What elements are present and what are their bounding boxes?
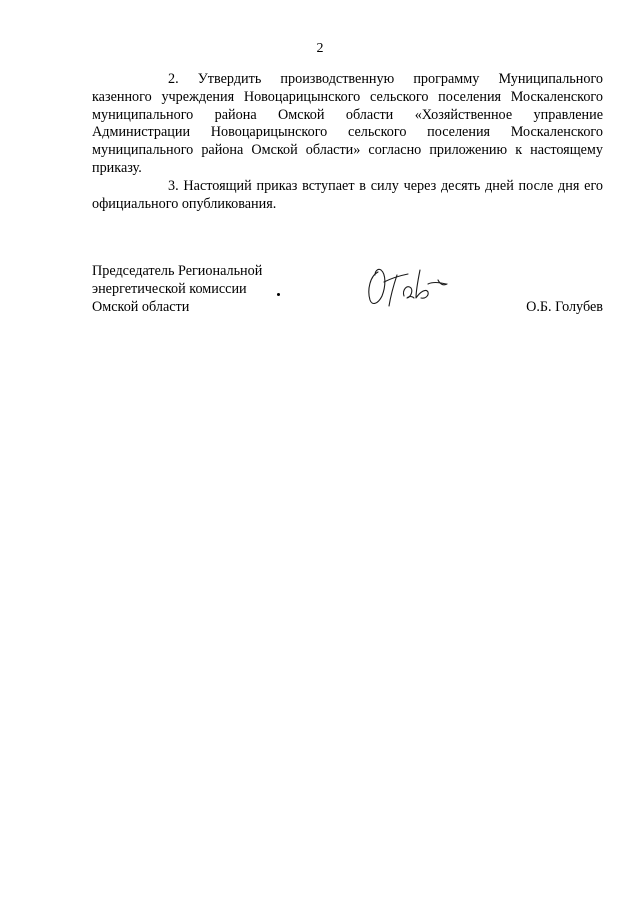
ink-dot — [277, 293, 280, 296]
signatory-title-line: Омской области — [92, 299, 190, 315]
paragraph-number: 3. — [168, 177, 179, 194]
paragraph-text: Настоящий приказ вступает в силу через десять дней после дня его официального опубликования. — [92, 177, 604, 212]
document-body — [92, 71, 603, 213]
paragraph-3 — [92, 178, 603, 214]
paragraph-number: 2. — [168, 71, 179, 87]
signer-name: О.Б. Голубев — [526, 299, 603, 315]
handwritten-signature — [364, 262, 464, 310]
signatory-title — [92, 262, 262, 316]
paragraph-2 — [92, 71, 603, 178]
page-number: 2 — [316, 41, 324, 56]
signatory-title-line: энергетической комиссии — [92, 281, 247, 297]
signatory-title-line: Председатель Региональной — [92, 263, 263, 279]
paragraph-text: Утвердить производственную программу Муниципального казенного учреждения Новоцарицынского сельского поселения Москаленского муниципального района Омской области «Хозяйственное управление Администрации Новоцарицынского сельского поселения Москаленского муниципального района Омской области» согласно приложению к настоящему приказу. — [92, 71, 604, 176]
